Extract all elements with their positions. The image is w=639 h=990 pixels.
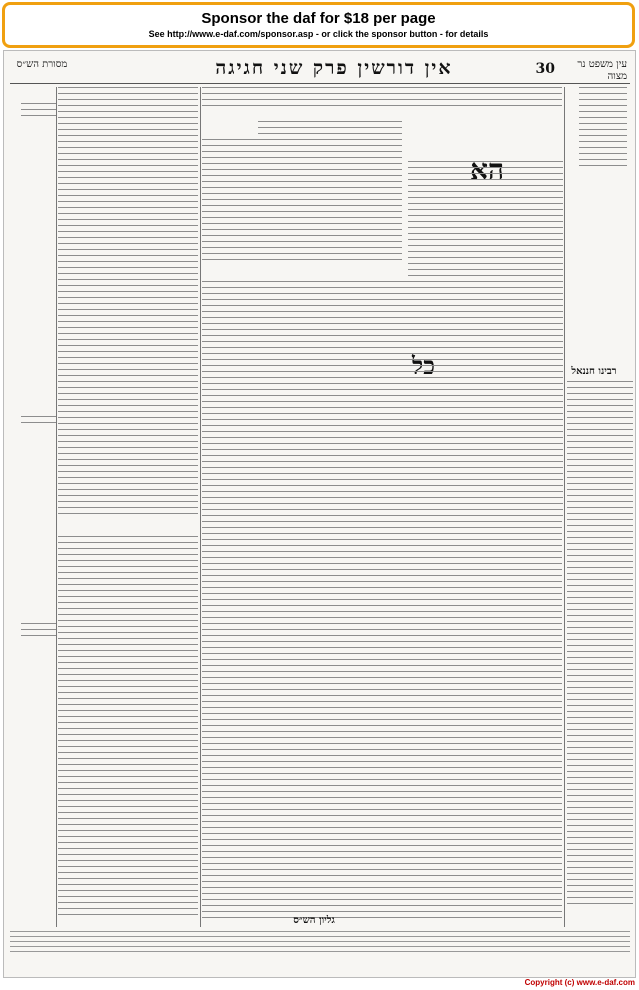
tosafot-column-lower: [58, 536, 198, 926]
tosafot-top-text: [202, 87, 562, 117]
column-rule-left: [200, 87, 201, 927]
rashi-top-text: [202, 121, 402, 276]
ein-mishpat-column: [561, 87, 627, 357]
rabbeinu-chananel-heading: רבינו חננאל: [571, 366, 617, 377]
header-ein-mishpat: עין משפט נר מצוה: [577, 59, 627, 82]
sponsor-title[interactable]: Sponsor the daf for $18 per page: [201, 10, 436, 27]
opening-word-gemara: כל: [412, 351, 435, 380]
header-masoret-hashas: מסורת הש״ס: [16, 59, 68, 70]
gemara-main-text: [202, 281, 562, 921]
gilyon-hashas-label: גליון הש״ס: [293, 915, 335, 926]
margin-rule-left: [56, 87, 57, 927]
header-rule: [10, 83, 630, 84]
sponsor-banner[interactable]: [2, 2, 635, 48]
tosafot-column: [58, 87, 198, 532]
left-margin-references: [8, 103, 56, 923]
opening-word-center: הא: [470, 153, 505, 186]
sponsor-subtitle[interactable]: See http://www.e-daf.com/sponsor.asp - or click the sponsor button - for details: [148, 29, 489, 39]
right-margin-commentary: [567, 381, 633, 978]
copyright-notice[interactable]: Copyright (c) www.e-daf.com: [524, 978, 635, 987]
column-rule-right: [564, 87, 565, 927]
page-number: 30: [535, 61, 555, 77]
talmud-page-scan: [3, 50, 636, 978]
footer-glosses: [10, 931, 630, 971]
page-header-title: אין דורשין פרק שני חגיגה: [215, 57, 453, 79]
